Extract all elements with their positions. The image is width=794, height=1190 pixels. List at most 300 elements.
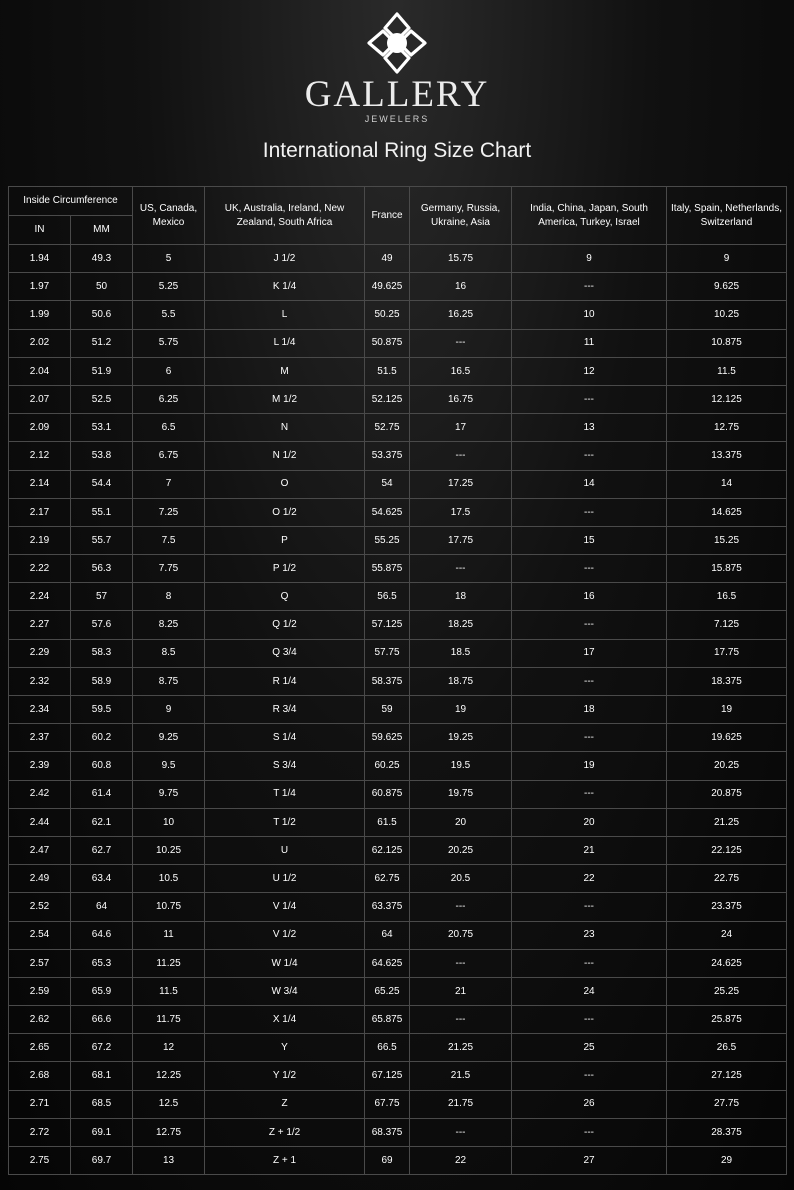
cell-us: 10.5 <box>133 865 205 893</box>
cell-france: 61.5 <box>365 808 410 836</box>
cell-italy: 11.5 <box>667 357 787 385</box>
cell-mm: 68.1 <box>71 1062 133 1090</box>
cell-in: 2.54 <box>9 921 71 949</box>
cell-india: --- <box>512 273 667 301</box>
cell-germany: 22 <box>410 1147 512 1175</box>
header-france: France <box>365 187 410 245</box>
cell-france: 57.125 <box>365 611 410 639</box>
cell-uk: V 1/2 <box>205 921 365 949</box>
cell-us: 6.75 <box>133 442 205 470</box>
brand-subtitle: JEWELERS <box>364 114 430 124</box>
cell-india: 25 <box>512 1034 667 1062</box>
cell-uk: S 3/4 <box>205 752 365 780</box>
cell-us: 12.5 <box>133 1090 205 1118</box>
cell-uk: Z <box>205 1090 365 1118</box>
cell-uk: O <box>205 470 365 498</box>
cell-india: --- <box>512 385 667 413</box>
cell-uk: T 1/2 <box>205 808 365 836</box>
header-italy: Italy, Spain, Netherlands, Switzerland <box>667 187 787 245</box>
cell-italy: 12.125 <box>667 385 787 413</box>
cell-in: 2.75 <box>9 1147 71 1175</box>
cell-us: 5 <box>133 245 205 273</box>
cell-us: 7.75 <box>133 555 205 583</box>
cell-italy: 14.625 <box>667 498 787 526</box>
cell-india: 23 <box>512 921 667 949</box>
cell-italy: 22.75 <box>667 865 787 893</box>
cell-germany: 20.75 <box>410 921 512 949</box>
cell-us: 9.5 <box>133 752 205 780</box>
cell-in: 2.62 <box>9 1006 71 1034</box>
cell-uk: O 1/2 <box>205 498 365 526</box>
header-us: US, Canada, Mexico <box>133 187 205 245</box>
cell-uk: Q 1/2 <box>205 611 365 639</box>
cell-france: 50.875 <box>365 329 410 357</box>
cell-india: --- <box>512 555 667 583</box>
cell-mm: 65.3 <box>71 949 133 977</box>
cell-india: 15 <box>512 526 667 554</box>
cell-in: 2.57 <box>9 949 71 977</box>
cell-india: 22 <box>512 865 667 893</box>
cell-india: 14 <box>512 470 667 498</box>
cell-us: 7.25 <box>133 498 205 526</box>
cell-mm: 69.7 <box>71 1147 133 1175</box>
cell-france: 67.75 <box>365 1090 410 1118</box>
cell-in: 2.42 <box>9 780 71 808</box>
cell-mm: 54.4 <box>71 470 133 498</box>
cell-uk: V 1/4 <box>205 893 365 921</box>
cell-in: 2.09 <box>9 414 71 442</box>
table-row <box>9 385 787 413</box>
cell-us: 5.25 <box>133 273 205 301</box>
cell-mm: 57.6 <box>71 611 133 639</box>
cell-uk: N 1/2 <box>205 442 365 470</box>
table-row <box>9 301 787 329</box>
cell-in: 2.12 <box>9 442 71 470</box>
table-row <box>9 836 787 864</box>
cell-us: 11 <box>133 921 205 949</box>
cell-germany: 17 <box>410 414 512 442</box>
cell-us: 10.75 <box>133 893 205 921</box>
cell-france: 60.875 <box>365 780 410 808</box>
cell-mm: 66.6 <box>71 1006 133 1034</box>
cell-in: 2.52 <box>9 893 71 921</box>
cell-india: 13 <box>512 414 667 442</box>
cell-germany: 19.25 <box>410 724 512 752</box>
cell-mm: 55.7 <box>71 526 133 554</box>
table-row <box>9 1062 787 1090</box>
cell-in: 1.99 <box>9 301 71 329</box>
cell-india: --- <box>512 780 667 808</box>
cell-us: 8 <box>133 583 205 611</box>
cell-mm: 62.1 <box>71 808 133 836</box>
cell-mm: 59.5 <box>71 696 133 724</box>
cell-uk: Z + 1/2 <box>205 1118 365 1146</box>
cell-france: 69 <box>365 1147 410 1175</box>
cell-in: 2.32 <box>9 667 71 695</box>
cell-mm: 53.1 <box>71 414 133 442</box>
header-uk: UK, Australia, Ireland, New Zealand, South Africa <box>205 187 365 245</box>
cell-italy: 24 <box>667 921 787 949</box>
cell-mm: 56.3 <box>71 555 133 583</box>
cell-in: 2.34 <box>9 696 71 724</box>
cell-germany: 21.75 <box>410 1090 512 1118</box>
brand-name: GALLERY <box>304 74 490 115</box>
cell-uk: X 1/4 <box>205 1006 365 1034</box>
cell-france: 54.625 <box>365 498 410 526</box>
cell-france: 52.125 <box>365 385 410 413</box>
cell-in: 1.97 <box>9 273 71 301</box>
cell-in: 2.02 <box>9 329 71 357</box>
cell-us: 10 <box>133 808 205 836</box>
cell-italy: 19.625 <box>667 724 787 752</box>
cell-germany: 19 <box>410 696 512 724</box>
cell-india: --- <box>512 667 667 695</box>
cell-us: 8.75 <box>133 667 205 695</box>
cell-us: 6.25 <box>133 385 205 413</box>
cell-india: 11 <box>512 329 667 357</box>
cell-mm: 57 <box>71 583 133 611</box>
cell-germany: 16.5 <box>410 357 512 385</box>
cell-germany: 20 <box>410 808 512 836</box>
cell-france: 66.5 <box>365 1034 410 1062</box>
cell-india: 18 <box>512 696 667 724</box>
table-row <box>9 498 787 526</box>
table-row <box>9 611 787 639</box>
cell-uk: P 1/2 <box>205 555 365 583</box>
cell-germany: 16.75 <box>410 385 512 413</box>
cell-india: 20 <box>512 808 667 836</box>
cell-uk: Y 1/2 <box>205 1062 365 1090</box>
cell-germany: 17.75 <box>410 526 512 554</box>
cell-france: 49 <box>365 245 410 273</box>
cell-germany: 21.25 <box>410 1034 512 1062</box>
cell-in: 2.47 <box>9 836 71 864</box>
cell-india: --- <box>512 949 667 977</box>
table-row <box>9 667 787 695</box>
cell-uk: W 3/4 <box>205 977 365 1005</box>
cell-france: 65.25 <box>365 977 410 1005</box>
cell-india: 16 <box>512 583 667 611</box>
cell-in: 2.29 <box>9 639 71 667</box>
cell-us: 12 <box>133 1034 205 1062</box>
cell-mm: 58.9 <box>71 667 133 695</box>
cell-italy: 26.5 <box>667 1034 787 1062</box>
cell-germany: 17.25 <box>410 470 512 498</box>
cell-uk: Q 3/4 <box>205 639 365 667</box>
cell-france: 55.875 <box>365 555 410 583</box>
cell-us: 6.5 <box>133 414 205 442</box>
cell-india: --- <box>512 724 667 752</box>
table-row <box>9 1034 787 1062</box>
cell-germany: --- <box>410 442 512 470</box>
cell-india: --- <box>512 611 667 639</box>
cell-germany: 18.25 <box>410 611 512 639</box>
cell-germany: 16 <box>410 273 512 301</box>
cell-us: 9 <box>133 696 205 724</box>
cell-mm: 60.8 <box>71 752 133 780</box>
cell-us: 11.5 <box>133 977 205 1005</box>
cell-us: 12.75 <box>133 1118 205 1146</box>
cell-mm: 55.1 <box>71 498 133 526</box>
cell-india: 21 <box>512 836 667 864</box>
cell-france: 68.375 <box>365 1118 410 1146</box>
cell-italy: 21.25 <box>667 808 787 836</box>
cell-mm: 53.8 <box>71 442 133 470</box>
cell-italy: 12.75 <box>667 414 787 442</box>
cell-uk: M 1/2 <box>205 385 365 413</box>
cell-in: 2.72 <box>9 1118 71 1146</box>
cell-in: 2.68 <box>9 1062 71 1090</box>
cell-us: 7 <box>133 470 205 498</box>
cell-italy: 20.25 <box>667 752 787 780</box>
cell-uk: N <box>205 414 365 442</box>
cell-italy: 15.875 <box>667 555 787 583</box>
cell-italy: 28.375 <box>667 1118 787 1146</box>
cell-in: 1.94 <box>9 245 71 273</box>
table-row <box>9 357 787 385</box>
cell-us: 11.25 <box>133 949 205 977</box>
table-row <box>9 696 787 724</box>
cell-in: 2.07 <box>9 385 71 413</box>
table-row <box>9 245 787 273</box>
cell-italy: 17.75 <box>667 639 787 667</box>
cell-mm: 61.4 <box>71 780 133 808</box>
header-mm: MM <box>71 216 133 245</box>
cell-mm: 50.6 <box>71 301 133 329</box>
cell-india: 24 <box>512 977 667 1005</box>
cell-india: 9 <box>512 245 667 273</box>
header-india: India, China, Japan, South America, Turkey, Israel <box>512 187 667 245</box>
cell-france: 65.875 <box>365 1006 410 1034</box>
table-row <box>9 865 787 893</box>
cell-uk: Z + 1 <box>205 1147 365 1175</box>
cell-germany: --- <box>410 555 512 583</box>
cell-france: 59.625 <box>365 724 410 752</box>
cell-france: 62.75 <box>365 865 410 893</box>
page-title: International Ring Size Chart <box>262 139 532 162</box>
table-row <box>9 1147 787 1175</box>
cell-france: 60.25 <box>365 752 410 780</box>
cell-italy: 29 <box>667 1147 787 1175</box>
cell-germany: 15.75 <box>410 245 512 273</box>
cell-mm: 63.4 <box>71 865 133 893</box>
cell-mm: 67.2 <box>71 1034 133 1062</box>
cell-mm: 64.6 <box>71 921 133 949</box>
table-row <box>9 555 787 583</box>
cell-india: --- <box>512 498 667 526</box>
cell-italy: 18.375 <box>667 667 787 695</box>
cell-mm: 64 <box>71 893 133 921</box>
cell-mm: 62.7 <box>71 836 133 864</box>
table-row <box>9 977 787 1005</box>
cell-italy: 7.125 <box>667 611 787 639</box>
cell-in: 2.49 <box>9 865 71 893</box>
table-row <box>9 583 787 611</box>
cell-italy: 22.125 <box>667 836 787 864</box>
cell-italy: 10.875 <box>667 329 787 357</box>
cell-italy: 10.25 <box>667 301 787 329</box>
table-row <box>9 1090 787 1118</box>
cell-germany: 19.5 <box>410 752 512 780</box>
cell-in: 2.37 <box>9 724 71 752</box>
cell-germany: 18.75 <box>410 667 512 695</box>
cell-mm: 69.1 <box>71 1118 133 1146</box>
table-row <box>9 329 787 357</box>
cell-us: 10.25 <box>133 836 205 864</box>
cell-france: 53.375 <box>365 442 410 470</box>
cell-france: 67.125 <box>365 1062 410 1090</box>
cell-france: 63.375 <box>365 893 410 921</box>
header-inside-circumference: Inside Circumference <box>9 187 133 216</box>
cell-italy: 9.625 <box>667 273 787 301</box>
cell-france: 57.75 <box>365 639 410 667</box>
table-row <box>9 1118 787 1146</box>
table-row <box>9 414 787 442</box>
cell-italy: 9 <box>667 245 787 273</box>
table-row <box>9 780 787 808</box>
gallery-logo-icon <box>365 10 429 76</box>
cell-us: 9.25 <box>133 724 205 752</box>
cell-uk: P <box>205 526 365 554</box>
cell-germany: 21.5 <box>410 1062 512 1090</box>
cell-italy: 25.25 <box>667 977 787 1005</box>
table-row <box>9 639 787 667</box>
table-row <box>9 470 787 498</box>
table-row <box>9 273 787 301</box>
cell-mm: 50 <box>71 273 133 301</box>
cell-india: 27 <box>512 1147 667 1175</box>
cell-france: 56.5 <box>365 583 410 611</box>
cell-uk: R 1/4 <box>205 667 365 695</box>
cell-germany: --- <box>410 949 512 977</box>
header <box>0 0 794 182</box>
cell-us: 7.5 <box>133 526 205 554</box>
cell-us: 11.75 <box>133 1006 205 1034</box>
cell-in: 2.22 <box>9 555 71 583</box>
cell-us: 9.75 <box>133 780 205 808</box>
cell-france: 54 <box>365 470 410 498</box>
cell-france: 59 <box>365 696 410 724</box>
cell-mm: 51.2 <box>71 329 133 357</box>
cell-germany: 21 <box>410 977 512 1005</box>
cell-italy: 15.25 <box>667 526 787 554</box>
table-row <box>9 724 787 752</box>
cell-in: 2.14 <box>9 470 71 498</box>
cell-germany: 18 <box>410 583 512 611</box>
cell-italy: 19 <box>667 696 787 724</box>
cell-italy: 23.375 <box>667 893 787 921</box>
cell-us: 8.5 <box>133 639 205 667</box>
cell-in: 2.19 <box>9 526 71 554</box>
cell-mm: 60.2 <box>71 724 133 752</box>
cell-india: --- <box>512 1062 667 1090</box>
cell-in: 2.39 <box>9 752 71 780</box>
header-germany: Germany, Russia, Ukraine, Asia <box>410 187 512 245</box>
table-row <box>9 1006 787 1034</box>
table-row <box>9 949 787 977</box>
cell-italy: 14 <box>667 470 787 498</box>
cell-uk: M <box>205 357 365 385</box>
cell-italy: 24.625 <box>667 949 787 977</box>
cell-uk: T 1/4 <box>205 780 365 808</box>
cell-mm: 58.3 <box>71 639 133 667</box>
cell-france: 64 <box>365 921 410 949</box>
ring-size-table <box>8 186 787 1175</box>
table-row <box>9 808 787 836</box>
cell-france: 64.625 <box>365 949 410 977</box>
cell-in: 2.59 <box>9 977 71 1005</box>
cell-india: 12 <box>512 357 667 385</box>
cell-mm: 49.3 <box>71 245 133 273</box>
cell-india: 19 <box>512 752 667 780</box>
cell-france: 62.125 <box>365 836 410 864</box>
cell-uk: L <box>205 301 365 329</box>
cell-germany: 20.25 <box>410 836 512 864</box>
cell-italy: 13.375 <box>667 442 787 470</box>
cell-uk: L 1/4 <box>205 329 365 357</box>
cell-italy: 20.875 <box>667 780 787 808</box>
table-row <box>9 921 787 949</box>
cell-germany: 18.5 <box>410 639 512 667</box>
cell-us: 8.25 <box>133 611 205 639</box>
table-body <box>9 245 787 1175</box>
cell-uk: W 1/4 <box>205 949 365 977</box>
cell-uk: U 1/2 <box>205 865 365 893</box>
cell-mm: 65.9 <box>71 977 133 1005</box>
cell-france: 49.625 <box>365 273 410 301</box>
cell-in: 2.17 <box>9 498 71 526</box>
cell-italy: 16.5 <box>667 583 787 611</box>
cell-italy: 25.875 <box>667 1006 787 1034</box>
cell-germany: 19.75 <box>410 780 512 808</box>
cell-in: 2.27 <box>9 611 71 639</box>
cell-uk: K 1/4 <box>205 273 365 301</box>
cell-india: 17 <box>512 639 667 667</box>
cell-germany: --- <box>410 329 512 357</box>
cell-india: --- <box>512 893 667 921</box>
cell-uk: R 3/4 <box>205 696 365 724</box>
cell-mm: 68.5 <box>71 1090 133 1118</box>
cell-in: 2.44 <box>9 808 71 836</box>
cell-germany: 16.25 <box>410 301 512 329</box>
cell-india: --- <box>512 1006 667 1034</box>
cell-in: 2.65 <box>9 1034 71 1062</box>
cell-germany: --- <box>410 1006 512 1034</box>
cell-germany: --- <box>410 893 512 921</box>
cell-france: 55.25 <box>365 526 410 554</box>
cell-germany: --- <box>410 1118 512 1146</box>
table-row <box>9 442 787 470</box>
cell-mm: 52.5 <box>71 385 133 413</box>
cell-us: 5.5 <box>133 301 205 329</box>
cell-france: 58.375 <box>365 667 410 695</box>
table-row <box>9 526 787 554</box>
cell-us: 12.25 <box>133 1062 205 1090</box>
table-row <box>9 893 787 921</box>
header-in: IN <box>9 216 71 245</box>
cell-in: 2.71 <box>9 1090 71 1118</box>
cell-india: 10 <box>512 301 667 329</box>
cell-uk: S 1/4 <box>205 724 365 752</box>
cell-germany: 17.5 <box>410 498 512 526</box>
cell-india: --- <box>512 442 667 470</box>
cell-us: 5.75 <box>133 329 205 357</box>
cell-india: 26 <box>512 1090 667 1118</box>
table-row <box>9 752 787 780</box>
cell-italy: 27.75 <box>667 1090 787 1118</box>
cell-uk: Q <box>205 583 365 611</box>
cell-us: 13 <box>133 1147 205 1175</box>
